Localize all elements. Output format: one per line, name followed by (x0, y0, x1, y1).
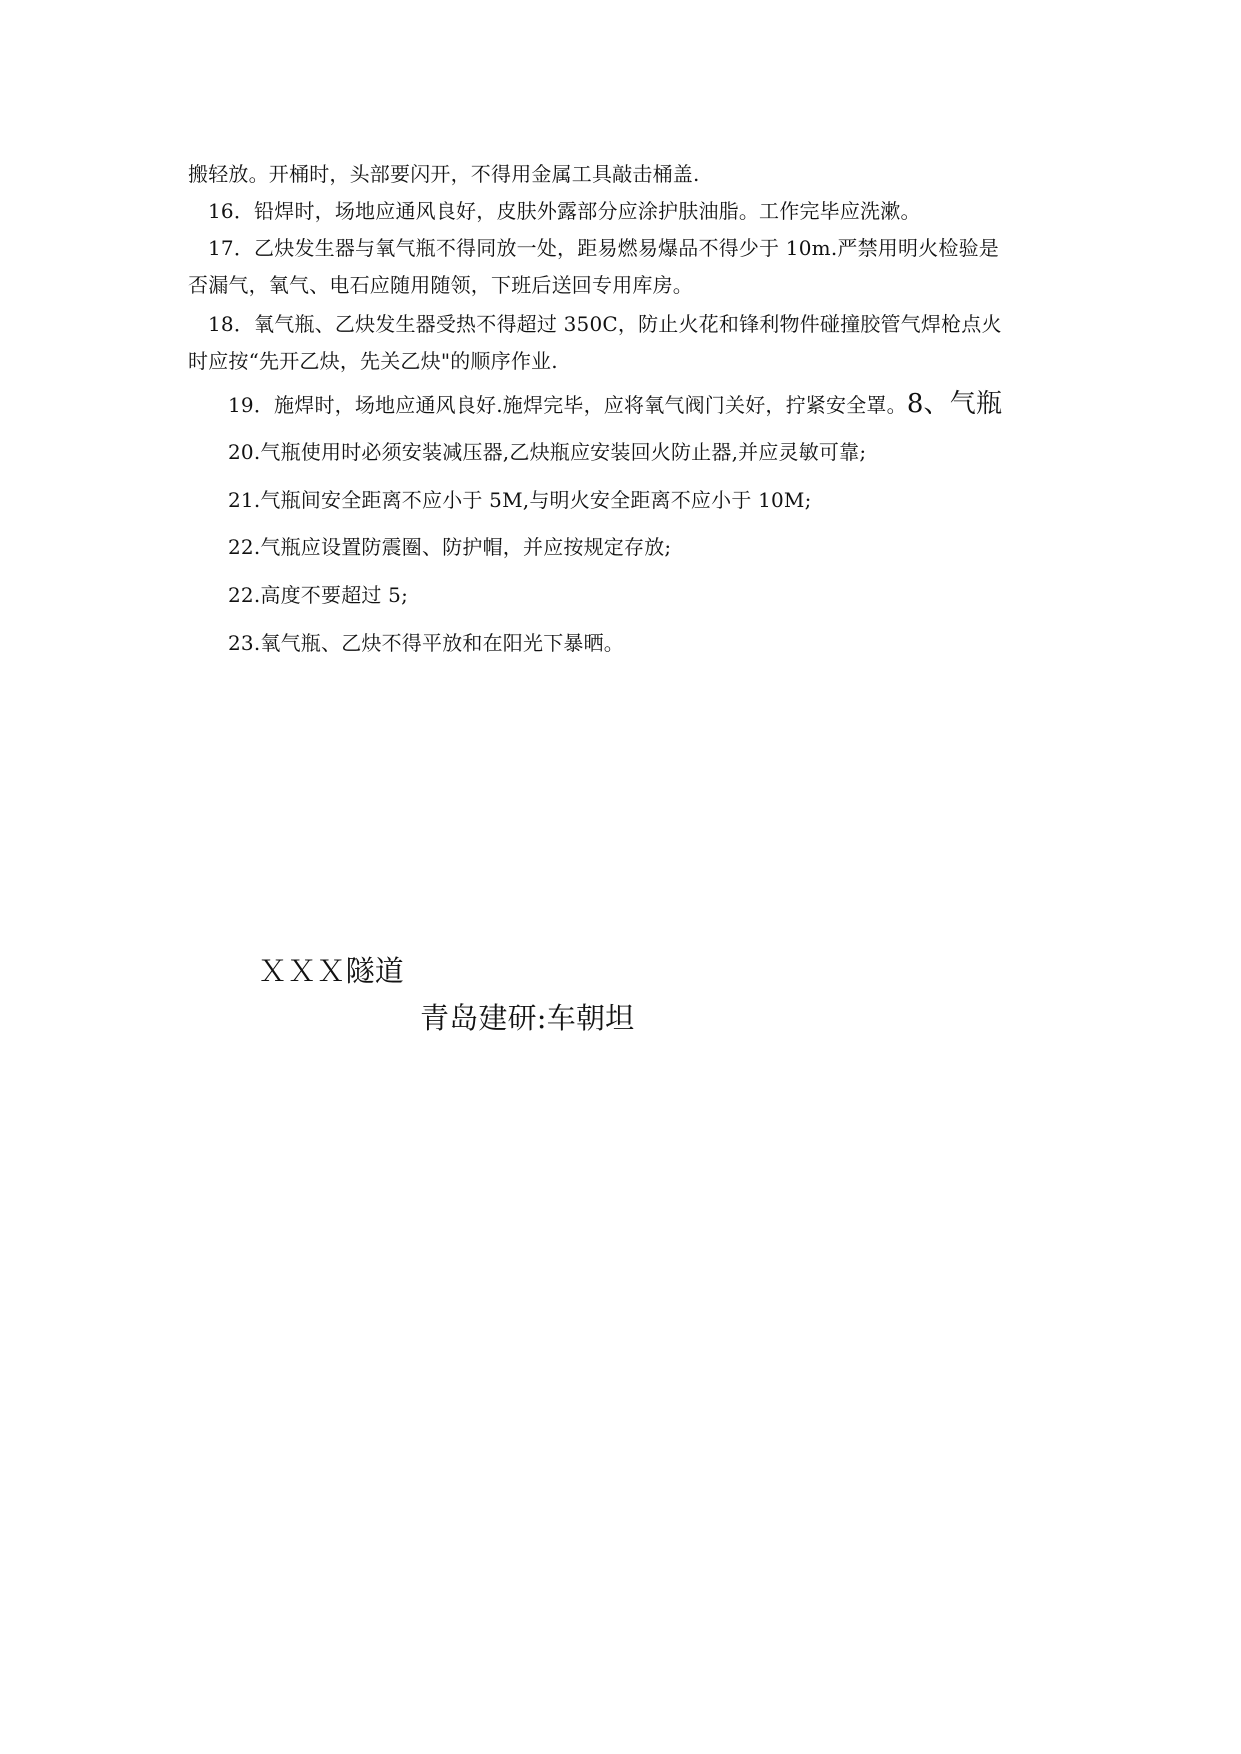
rule-20: 20.气瓶使用时必须安装减压器,乙炔瓶应安装回火防止器,并应灵敏可靠; (228, 440, 867, 464)
project-name: ＸＸＸ隧道 (258, 954, 405, 988)
rule-21: 21.气瓶间安全距离不应小于 5M,与明火安全距离不应小于 10M; (228, 488, 812, 512)
rule-18: 18．氧气瓶、乙炔发生器受热不得超过 350C，防止火花和锋利物件碰撞胶管气焊枪点火 (208, 312, 1002, 336)
rule-19-text: 19．施焊时，场地应通风良好.施焊完毕，应将氧气阀门关好，拧紧安全罩。 (228, 393, 907, 417)
section-heading-gas-cylinders: 8、气瓶 (906, 389, 1003, 419)
rule-22b: 22.高度不要超过 5; (228, 583, 409, 607)
text-line-continuation: 搬轻放。开桶时，头部要闪开，不得用金属工具敲击桶盖. (188, 162, 700, 186)
rule-19 (228, 390, 1002, 419)
author-signature: 青岛建研:车朝坦 (420, 1001, 635, 1035)
rule-17: 17．乙炔发生器与氧气瓶不得同放一处，距易燃易爆品不得少于 10m.严禁用明火检验是 (208, 236, 999, 260)
rule-22a: 22.气瓶应设置防震圈、防护帽，并应按规定存放; (228, 535, 672, 559)
rule-18-continuation: 时应按“先开乙炔，先关乙炔"的顺序作业. (188, 349, 558, 373)
rule-16: 16．铅焊时，场地应通风良好，皮肤外露部分应涂护肤油脂。工作完毕应洗漱。 (208, 199, 921, 223)
rule-23: 23.氧气瓶、乙炔不得平放和在阳光下暴晒。 (228, 631, 625, 655)
rule-17-continuation: 否漏气，氧气、电石应随用随领，下班后送回专用库房。 (188, 273, 693, 297)
